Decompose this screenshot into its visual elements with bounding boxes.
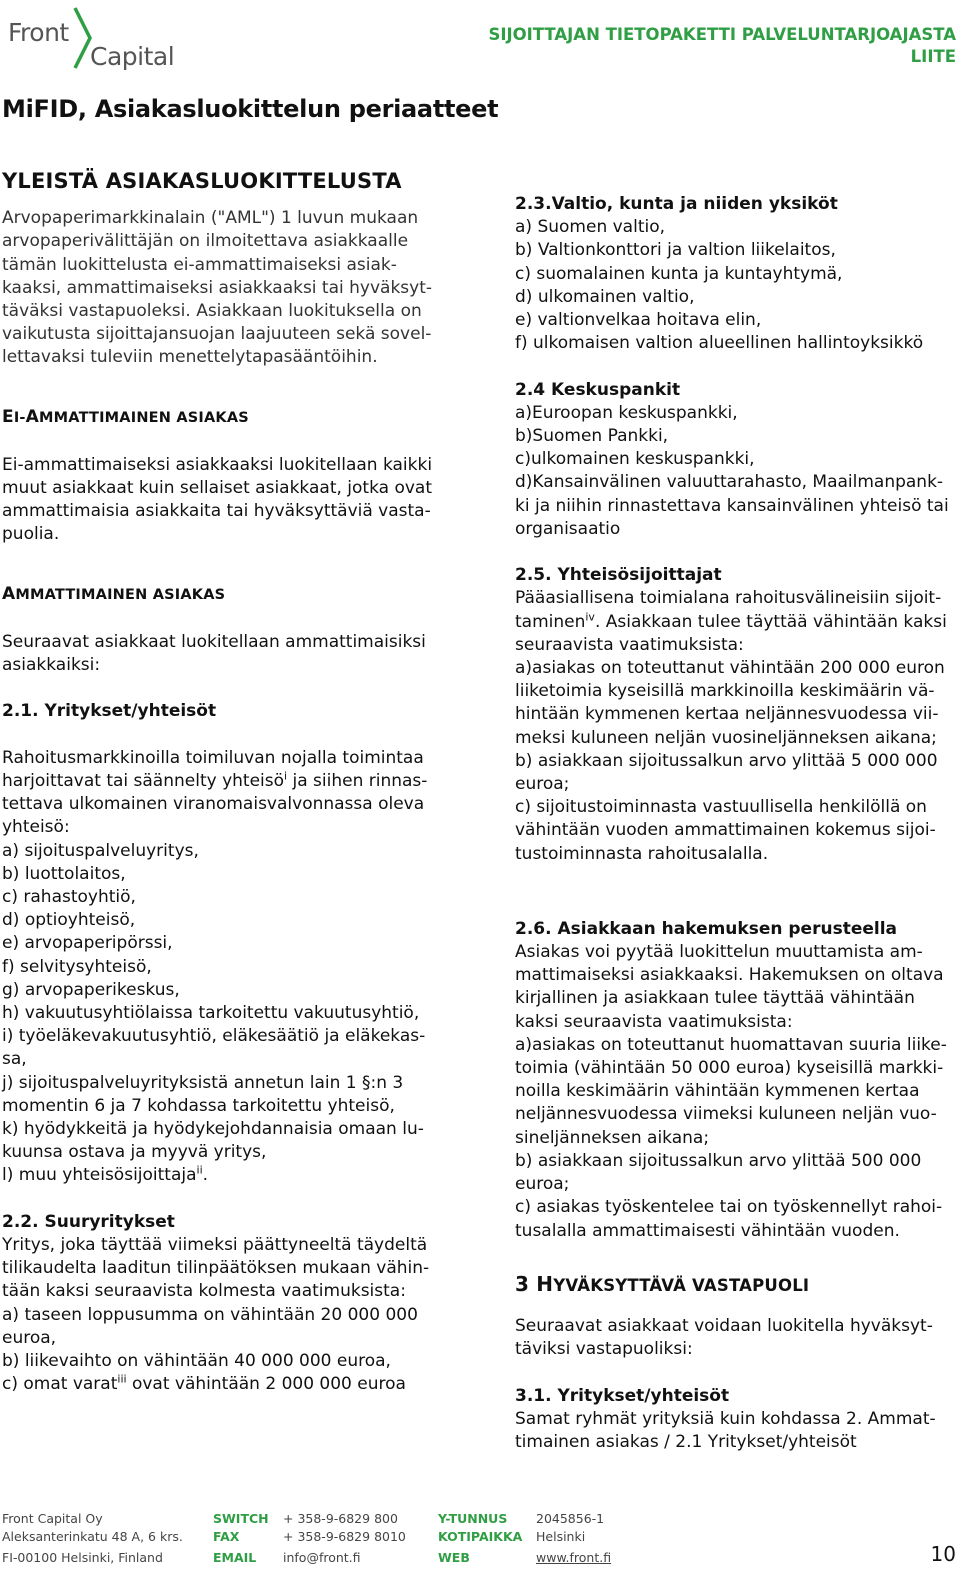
- section-2-1-text: Rahoitusmarkkinoilla toimiluvan nojalla toimintaa harjoittavat tai säännelty yhteisö$^i$ ja siihen rinnas- tettava ulkomainen viranomaisvalvonnassa oleva yhteisö: a) sijoituspalveluyritys, b) luottolaitos, c) rahastoyhtiö, d) optioyhteisö, e) arvopaperipörssi, f) selvitysyhteisö, g) arvopaperikeskus, h) vakuutusyhtiölaissa tarkoitettu vakuutusyhtiö, i) työeläkevakuutusyhtiö, eläkesäätiö ja eläkekas- sa, j) sijoituspalveluyrityksistä annetun lain 1 §:n 3 momentin 6 ja 7 kohdassa tarkoitettu yhteisö, k) hyödykkeitä ja hyödykejohdannaisia omaan lu- kuunsa ostava ja myyvä yritys, l) muu yhteisösijoittaja$^{ii}$.: [2, 747, 447, 1188]
- header-caption: [488, 24, 956, 68]
- heading-3-eligible-counterparty: 3 HYVÄKSYTTÄVÄ VASTAPUOLI: [515, 1271, 810, 1296]
- list-item: organisaatio: [515, 518, 621, 539]
- list-item: c) suomalainen kunta ja kuntayhtymä,: [515, 263, 843, 284]
- heading-2-6-on-request: 2.6. Asiakkaan hakemuksen perusteella: [515, 918, 898, 939]
- footnote-ref-iii[interactable]: iii: [117, 1372, 127, 1386]
- list-item: l) muu yhteisösijoittaja$^{ii}$.: [2, 1163, 209, 1186]
- footer-registry-labels: Y-TUNNUS KOTIPAIKKA WEB: [438, 1511, 523, 1565]
- header-caption-line1: SIJOITTAJAN TIETOPAKETTI PALVELUNTARJOAJASTA: [488, 25, 956, 44]
- section-2-5-text: Pääasiallisena toimialana rahoitusvälineisiin sijoit- taminen$^{iv}$. Asiakkaan tulee täyttää vähintään kaksi seuraavista vaatimuksista: a)asiakas on toteuttanut vähintään 200 000 euron liiketoimia kyseisillä markkinoilla keskimäärin vä- hintään kymmenen kertaa neljännesvuodessa vii- meksi kuluneen neljän vuosineljänneksen aikana; b) asiakkaan sijoitussalkun arvo ylittää 5 000 000 euroa; c) sijoitustoiminnasta vastuullisella henkilöllä on vähintään vuoden ammattimainen kokemus sijoi- tustoiminnasta rahoitusalalla.: [515, 588, 947, 864]
- footer-contact-values: + 358-9-6829 800 + 358-9-6829 8010 info@front.fi: [283, 1511, 406, 1565]
- heading-2-3-state: 2.3.Valtio, kunta ja niiden yksiköt: [515, 194, 838, 214]
- list-item: a) sijoituspalveluyritys,: [2, 840, 199, 861]
- page-footer: [0, 1510, 960, 1570]
- list-item: b)Suomen Pankki,: [515, 426, 669, 447]
- list-item: i) työeläkevakuutusyhtiö, eläkesäätiö ja eläkekas-: [2, 1026, 426, 1047]
- website-link[interactable]: www.front.fi: [536, 1550, 612, 1565]
- front-capital-logo: [8, 4, 178, 74]
- left-column: [2, 170, 447, 1397]
- list-item: e) valtionvelkaa hoitava elin,: [515, 310, 762, 331]
- list-item: h) vakuutusyhtiölaissa tarkoitettu vakuutusyhtiö,: [2, 1003, 420, 1024]
- list-item: a)Euroopan keskuspankki,: [515, 402, 738, 423]
- email-link[interactable]: info@front.fi: [283, 1550, 361, 1565]
- list-item: momentin 6 ja 7 kohdassa tarkoitettu yhteisö,: [2, 1095, 395, 1116]
- list-item: k) hyödykkeitä ja hyödykejohdannaisia omaan lu-: [2, 1119, 424, 1140]
- heading-3-1-companies: 3.1. Yritykset/yhteisöt: [515, 1385, 730, 1406]
- general-intro-paragraph: Arvopaperimarkkinalain ("AML") 1 luvun mukaan arvopaperivälittäjän on ilmoitettava asiakkaalle tämän luokittelusta ei-ammattimaiseksi asiak- kaaksi, ammattimaiseksi asiakkaaksi tai hyväksyt- täväksi vastapuoleksi. Asiakkaan luokituksella on vaikutusta sijoittajansuojan laajuuteen sekä sovel- lettavaksi tuleviin menettelytapasääntöihin.: [2, 208, 433, 368]
- list-item: c)ulkomainen keskuspankki,: [515, 449, 755, 470]
- section-2-3-list: [515, 216, 955, 355]
- list-item: f) ulkomaisen valtion alueellinen hallintoyksikkö: [515, 333, 924, 354]
- section-3-text: Seuraavat asiakkaat voidaan luokitella hyväksyt- täviksi vastapuoliksi:: [515, 1315, 933, 1360]
- professional-paragraph: Seuraavat asiakkaat luokitellaan ammattimaisiksi asiakkaiksi:: [2, 631, 426, 676]
- section-heading-general: YLEISTÄ ASIAKASLUOKITTELUSTA: [2, 169, 402, 193]
- list-item: g) arvopaperikeskus,: [2, 979, 180, 1000]
- document-title: MiFID, Asiakasluokittelun periaatteet: [2, 95, 499, 123]
- logo-text-capital: Capital: [90, 42, 175, 71]
- heading-professional-client: AMMATTIMAINEN ASIAKAS: [2, 583, 226, 604]
- footer-company-block: Front Capital Oy Aleksanterinkatu 48 A, 6 krs. FI-00100 Helsinki, Finland: [2, 1511, 183, 1565]
- heading-non-professional-client: EI-AMMATTIMAINEN ASIAKAS: [2, 406, 249, 427]
- list-item: c) rahastoyhtiö,: [2, 887, 136, 908]
- list-item: d)Kansainvälinen valuuttarahasto, Maailmanpank-: [515, 472, 944, 493]
- heading-2-5-institutional: 2.5. Yhteisösijoittajat: [515, 565, 722, 586]
- footnote-ref-i[interactable]: i: [284, 769, 288, 783]
- list-item: ki ja niihin rinnastettava kansainvälinen yhteisö tai: [515, 495, 949, 516]
- heading-2-1-companies: 2.1. Yritykset/yhteisöt: [2, 701, 217, 722]
- footnote-ref-iv[interactable]: iv: [585, 609, 595, 623]
- list-item: kuunsa ostava ja myyvä yritys,: [2, 1142, 267, 1163]
- footer-contact-labels: SWITCH FAX EMAIL: [213, 1511, 269, 1565]
- section-3-1-text: Samat ryhmät yrityksiä kuin kohdassa 2. Ammat- timainen asiakas / 2.1 Yritykset/yhteisöt: [515, 1408, 936, 1452]
- list-item: b) Valtionkonttori ja valtion liikelaitos,: [515, 240, 836, 261]
- list-item: e) arvopaperipörssi,: [2, 933, 173, 954]
- list-item: a) Suomen valtio,: [515, 217, 666, 238]
- heading-2-4-central-banks: 2.4 Keskuspankit: [515, 379, 681, 400]
- logo-text-front: Front: [8, 18, 69, 47]
- list-item: f) selvitysyhteisö,: [2, 956, 152, 977]
- page-number: 10: [930, 1542, 956, 1566]
- footnote-ref-ii[interactable]: ii: [196, 1163, 203, 1177]
- heading-2-2-large-companies: 2.2. Suuryritykset: [2, 1211, 175, 1232]
- list-item: sa,: [2, 1049, 27, 1070]
- non-professional-paragraph: Ei-ammattimaiseksi asiakkaaksi luokitellaan kaikki muut asiakkaat kuin sellaiset asiakkaat, jotka ovat ammattimaisia asiakkaita tai hyväksyttäviä vasta- puolia.: [2, 454, 433, 545]
- section-2-2-text: Yritys, joka täyttää viimeksi päättyneeltä täydeltä tilikaudelta laaditun tilinpäätöksen mukaan vähin- tään kaksi seuraavista kolmesta vaatimuksista: a) taseen loppusumma on vähintään 20 000 000 euroa, b) liikevaihto on vähintään 40 000 000 euroa, c) omat varat$^{iii}$ ovat vähintään 2 000 000 euroa: [2, 1235, 430, 1395]
- list-item: d) ulkomainen valtio,: [515, 286, 695, 307]
- list-item: j) sijoituspalveluyrityksistä annetun lain 1 §:n 3: [2, 1072, 404, 1093]
- section-2-6-text: Asiakas voi pyytää luokittelun muuttamista am- mattimaiseksi asiakkaaksi. Hakemuksen on oltava kirjallinen ja asiakkaan tulee täyttää vähintään kaksi seuraavista vaatimuksista: a)asiakas on toteuttanut huomattavan suuria liike- toimia (vähintään 50 000 euroa) kyseisillä markki- noilla keskimäärin vähintään kymmenen kertaa neljännesvuodessa viimeksi kuluneen neljän vuo- sineljänneksen aikana; b) asiakkaan sijoitussalkun arvo ylittää 500 000 euroa; c) asiakas työskentelee tai on työskennellyt rahoi- tusalalla ammattimaisesti vähintään vuoden.: [515, 942, 947, 1241]
- list-item: d) optioyhteisö,: [2, 910, 136, 931]
- list-item: b) luottolaitos,: [2, 863, 126, 884]
- right-column: [515, 193, 955, 1454]
- section-2-4-list: [515, 402, 955, 541]
- header-caption-line2: LIITE: [910, 47, 956, 66]
- footer-registry-values: 2045856-1 Helsinki www.front.fi: [536, 1511, 612, 1565]
